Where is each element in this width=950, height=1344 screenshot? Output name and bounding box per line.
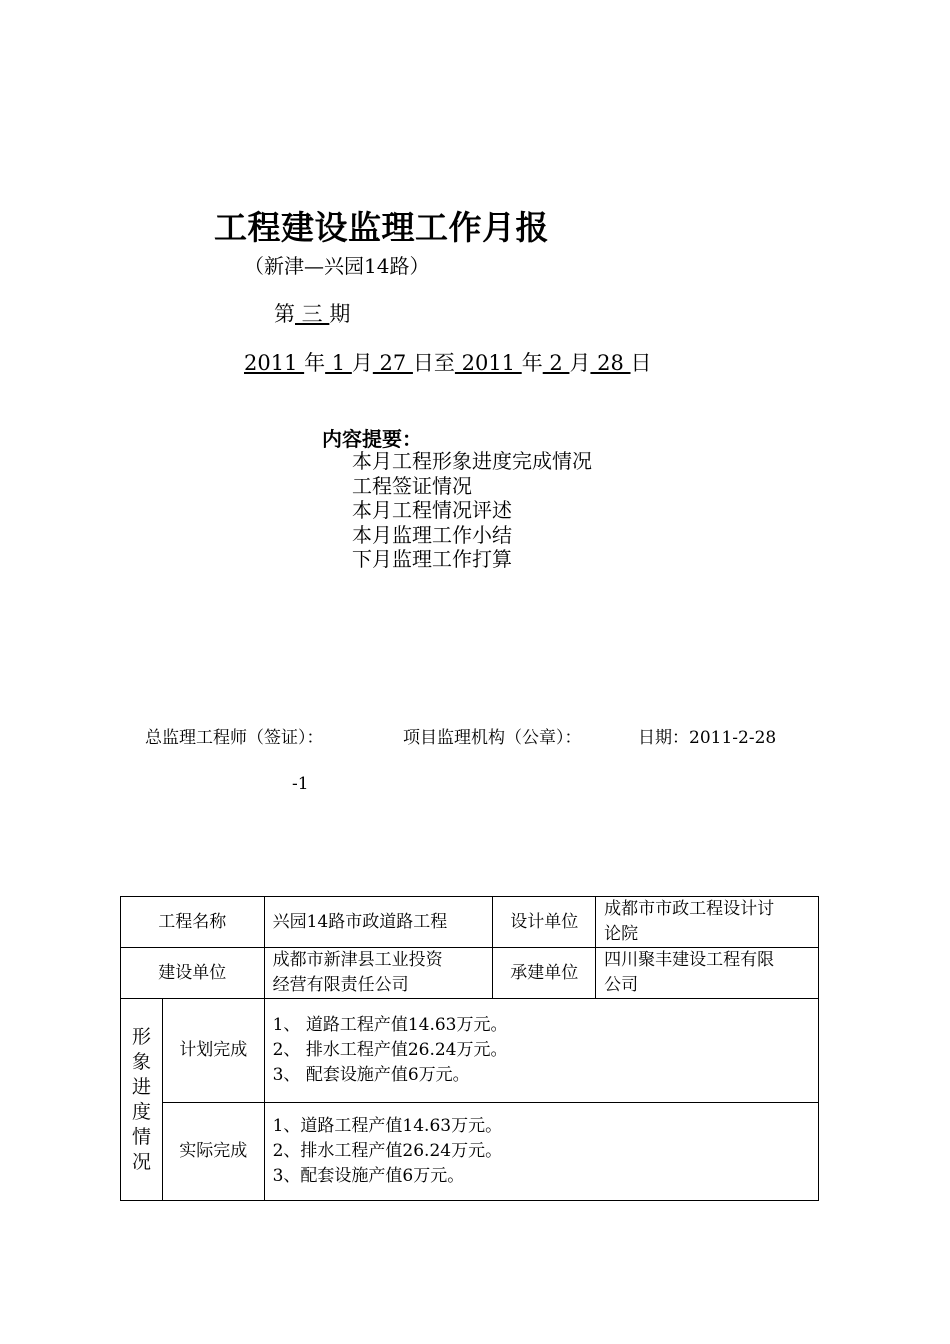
actual-label: 实际完成 [162, 1103, 264, 1201]
summary-item: 本月工程情况评述 [352, 498, 512, 523]
report-title: 工程建设监理工作月报 [214, 208, 549, 247]
period-text: 年 [521, 351, 543, 375]
period-text: 月 [351, 351, 373, 375]
period-start-month: 1 [325, 351, 352, 375]
project-name-label: 工程名称 [121, 897, 265, 948]
contractor-line: 公司 [604, 975, 639, 995]
actual-item: 3、配套设施产值6万元。 [272, 1166, 465, 1186]
table-row [121, 999, 819, 1103]
report-period [244, 347, 652, 377]
planned-item: 2、 排水工程产值26.24万元。 [272, 1040, 508, 1060]
actual-item: 1、道路工程产值14.63万元。 [272, 1116, 503, 1136]
planned-label: 计划完成 [162, 999, 264, 1103]
period-end-month: 2 [542, 351, 570, 375]
progress-label [121, 999, 163, 1201]
design-unit-value [596, 897, 819, 948]
progress-label-char: 情 [131, 1125, 151, 1148]
page-number: -1 [292, 774, 309, 794]
actual-values [264, 1103, 818, 1201]
owner-line: 经营有限责任公司 [272, 975, 409, 995]
issue-number [274, 298, 350, 328]
progress-label-char: 形 [131, 1025, 151, 1048]
table-row [121, 897, 819, 948]
actual-item: 2、排水工程产值26.24万元。 [272, 1141, 503, 1161]
owner-label: 建设单位 [121, 948, 265, 999]
summary-list [352, 449, 592, 572]
issue-prefix: 第 [274, 302, 295, 326]
progress-label-char: 进 [131, 1075, 151, 1098]
progress-label-char: 况 [131, 1150, 151, 1173]
summary-item: 本月工程形象进度完成情况 [352, 449, 592, 473]
period-start-day: 27 [372, 351, 413, 375]
contractor-line: 四川聚丰建设工程有限 [604, 950, 775, 970]
report-date: 日期：2011-2-28 [638, 728, 777, 748]
summary-item: 下月监理工作打算 [352, 547, 512, 572]
design-unit-label: 设计单位 [493, 897, 596, 948]
contractor-label: 承建单位 [493, 948, 596, 999]
chief-engineer-signature: 总监理工程师（签证）： [145, 728, 324, 748]
summary-heading: 内容提要： [322, 427, 422, 451]
period-text: 月 [569, 351, 591, 375]
period-end-year: 2011 [454, 351, 522, 375]
owner-value [264, 948, 493, 999]
project-info-table [120, 896, 819, 1201]
planned-item: 1、 道路工程产值14.63万元。 [272, 1015, 508, 1035]
progress-label-char: 象 [131, 1050, 151, 1073]
project-name-value: 兴园14路市政道路工程 [264, 897, 493, 948]
planned-values [264, 999, 818, 1103]
issue-suffix: 期 [329, 302, 351, 326]
table-row [121, 948, 819, 999]
period-text: 日至 [412, 351, 455, 375]
summary-item: 工程签证情况 [352, 473, 472, 498]
period-text: 年 [304, 351, 326, 375]
owner-line: 成都市新津县工业投资 [272, 950, 443, 970]
contractor-value [596, 948, 819, 999]
planned-item: 3、 配套设施产值6万元。 [272, 1065, 470, 1085]
table-row [121, 1103, 819, 1201]
project-subtitle: （新津—兴园14路） [244, 254, 430, 278]
design-unit-line: 论院 [604, 924, 639, 944]
progress-label-char: 度 [131, 1100, 151, 1123]
agency-seal: 项目监理机构（公章）： [403, 728, 582, 748]
design-unit-line: 成都市市政工程设计讨 [604, 899, 775, 919]
period-start-year: 2011 [244, 351, 305, 375]
summary-item: 本月监理工作小结 [352, 522, 512, 547]
period-text: 日 [630, 351, 652, 375]
period-end-day: 28 [590, 351, 631, 375]
issue-value: 三 [295, 302, 330, 326]
